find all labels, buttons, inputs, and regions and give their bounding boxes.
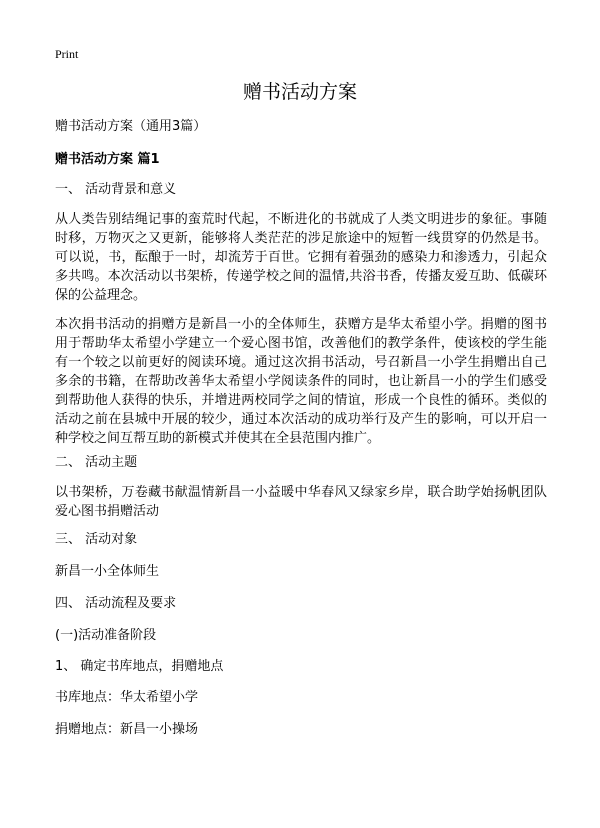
list-item: 1、 确定书库地点，捐赠地点 xyxy=(55,659,224,674)
paragraph-theme: 以书架桥，万卷藏书献温情新昌一小益暖中华春风又绿家乡岸，联合助学始扬帆团队爱心图书捐赠活动 xyxy=(55,485,547,519)
paragraph-background: 从人类告别结绳记事的蛮荒时代起，不断进化的书就成了人类文明进步的象征。事随时移，万物灭之又更新，能够将人类茫茫的涉足旅途中的短暂一线贯穿的仍然是书。可以说，书，酝酿于一时，却流芳于百世。它拥有着强劲的感染力和渗透力，引起众多共鸣。本次活动以书架桥，传递学校之间的温情,共浴书香，传播友爱互助、低碳环保的公益理念。 xyxy=(55,212,547,303)
section-title: 赠书活动方案 篇1 xyxy=(55,152,160,167)
document-subtitle: 赠书活动方案（通用3篇） xyxy=(55,119,207,134)
heading-preparation: (一)活动准备阶段 xyxy=(55,628,157,643)
print-link[interactable]: Print xyxy=(55,47,79,61)
heading-theme: 二、 活动主题 xyxy=(55,455,138,470)
paragraph-donation: 本次捐书活动的捐赠方是新昌一小的全体师生，获赠方是华太希望小学。捐赠的图书用于帮助华太希望小学建立一个爱心图书馆，改善他们的教学条件，使该校的学生能有一个较之以前更好的阅读环境。通过这次捐书活动，号召新昌一小学生捐赠出自己多余的书籍，在帮助改善华太希望小学阅读条件的同时，也让新昌一小的学生们感受到帮助他人获得的快乐，并增进两校同学之间的情谊，形成一个良性的循环。类似的活动之前在县城中开展的较少，通过本次活动的成功举行及产生的影响，可以开启一种学校之间互帮互助的新模式并使其在全县范围内推广。 xyxy=(55,317,547,446)
donation-location: 捐赠地点：新昌一小操场 xyxy=(55,722,199,737)
paragraph-audience: 新昌一小全体师生 xyxy=(55,564,160,579)
document-title: 赠书活动方案 xyxy=(242,81,357,103)
heading-background: 一、 活动背景和意义 xyxy=(55,182,177,197)
heading-process: 四、 活动流程及要求 xyxy=(55,596,177,611)
library-location: 书库地点：华太希望小学 xyxy=(55,690,199,705)
heading-audience: 三、 活动对象 xyxy=(55,532,138,547)
